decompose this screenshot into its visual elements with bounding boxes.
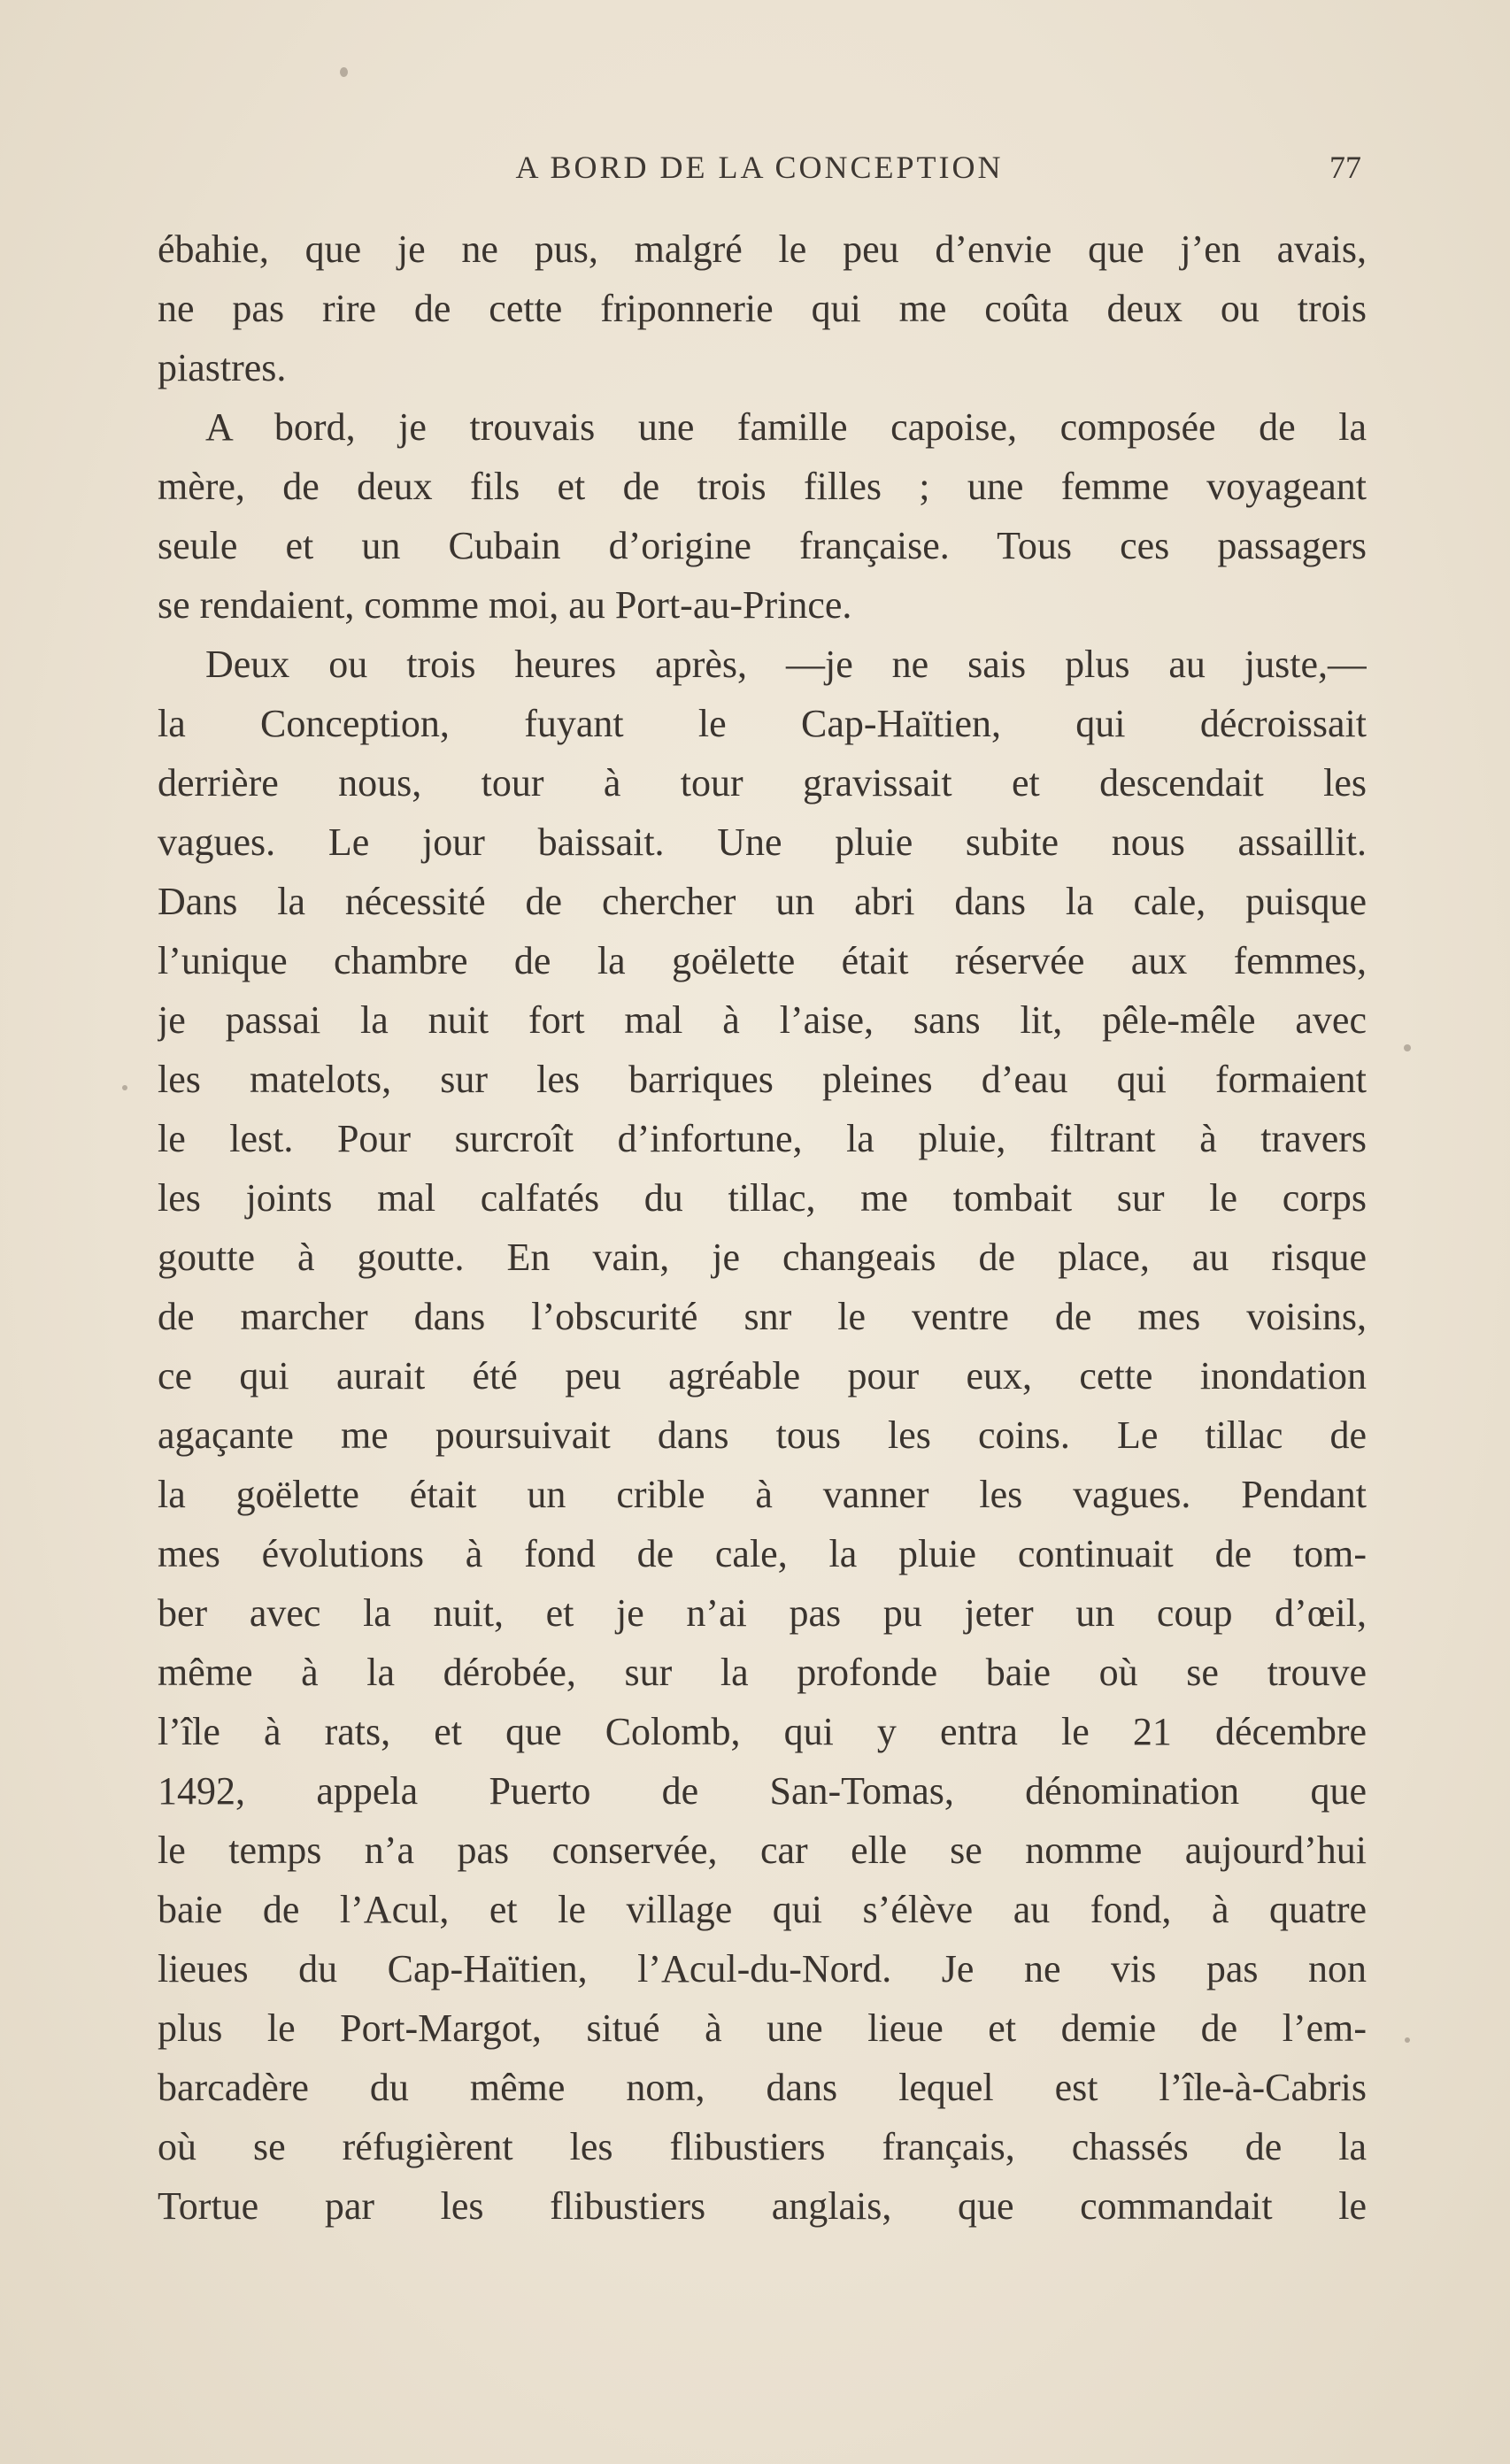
body-text <box>158 219 1367 2236</box>
text-line: Tortue par les flibustiers anglais, que commandait le <box>158 2184 1367 2228</box>
text-line: ébahie, que je ne pus, malgré le peu d’envie que j’en avais, <box>158 227 1367 271</box>
text-line: goutte à goutte. En vain, je changeais de place, au risque <box>158 1236 1367 1279</box>
text-line: les matelots, sur les barriques pleines d’eau qui formaient <box>158 1058 1367 1101</box>
text-line: barcadère du même nom, dans lequel est l’île-à-Cabris <box>158 2066 1367 2109</box>
text-line: lieues du Cap-Haïtien, l’Acul-du-Nord. Je ne vis pas non <box>158 1947 1367 1990</box>
running-title: A BORD DE LA CONCEPTION <box>515 150 1004 185</box>
text-line: 1492, appela Puerto de San-Tomas, dénomination que <box>158 1769 1367 1813</box>
text-line: ne pas rire de cette friponnerie qui me coûta deux ou trois <box>158 287 1367 330</box>
text-line: baie de l’Acul, et le village qui s’élève au fond, à quatre <box>158 1888 1367 1931</box>
text-line: la goëlette était un crible à vanner les vagues. Pendant <box>158 1473 1367 1516</box>
page-number: 77 <box>1329 150 1361 185</box>
text-line: je passai la nuit fort mal à l’aise, sans lit, pêle-mêle avec <box>158 998 1367 1042</box>
text-line: l’île à rats, et que Colomb, qui y entra le 21 décembre <box>158 1710 1367 1753</box>
paper-speck <box>1405 2037 1410 2043</box>
text-line: Deux ou trois heures après, —je ne sais plus au juste,— <box>205 643 1367 686</box>
text-line: seule et un Cubain d’origine française. Tous ces passagers <box>158 524 1367 567</box>
text-line: A bord, je trouvais une famille capoise, composée de la <box>205 405 1367 449</box>
text-line: le lest. Pour surcroît d’infortune, la pluie, filtrant à travers <box>158 1117 1367 1160</box>
text-line: vagues. Le jour baissait. Une pluie subite nous assaillit. <box>158 820 1367 864</box>
text-line: le temps n’a pas conservée, car elle se nomme aujourd’hui <box>158 1829 1367 1872</box>
text-line: mère, de deux fils et de trois filles ; une femme voyageant <box>158 465 1367 508</box>
text-line: agaçante me poursuivait dans tous les coins. Le tillac de <box>158 1413 1367 1457</box>
text-line: mes évolutions à fond de cale, la pluie continuait de tom- <box>158 1532 1367 1575</box>
text-line: de marcher dans l’obscurité snr le ventre de mes voisins, <box>158 1295 1367 1338</box>
paper-speck <box>340 67 348 77</box>
page-header <box>158 149 1361 198</box>
text-line: ber avec la nuit, et je n’ai pas pu jeter un coup d’œil, <box>158 1591 1367 1635</box>
text-line: les joints mal calfatés du tillac, me tombait sur le corps <box>158 1176 1367 1220</box>
text-line: où se réfugièrent les flibustiers français, chassés de la <box>158 2125 1367 2168</box>
text-line: même à la dérobée, sur la profonde baie où se trouve <box>158 1651 1367 1694</box>
text-line: derrière nous, tour à tour gravissait et descendait les <box>158 761 1367 805</box>
text-line: la Conception, fuyant le Cap-Haïtien, qui décroissait <box>158 702 1367 745</box>
text-line: Dans la nécessité de chercher un abri dans la cale, puisque <box>158 880 1367 923</box>
text-line: se rendaient, comme moi, au Port-au-Prince. <box>158 583 852 627</box>
text-line: plus le Port-Margot, situé à une lieue et demie de l’em- <box>158 2006 1367 2050</box>
text-line: l’unique chambre de la goëlette était réservée aux femmes, <box>158 939 1367 982</box>
text-line: ce qui aurait été peu agréable pour eux, cette inondation <box>158 1354 1367 1398</box>
paper-speck <box>122 1085 127 1090</box>
text-line: piastres. <box>158 346 287 389</box>
paper-speck <box>1404 1044 1411 1051</box>
